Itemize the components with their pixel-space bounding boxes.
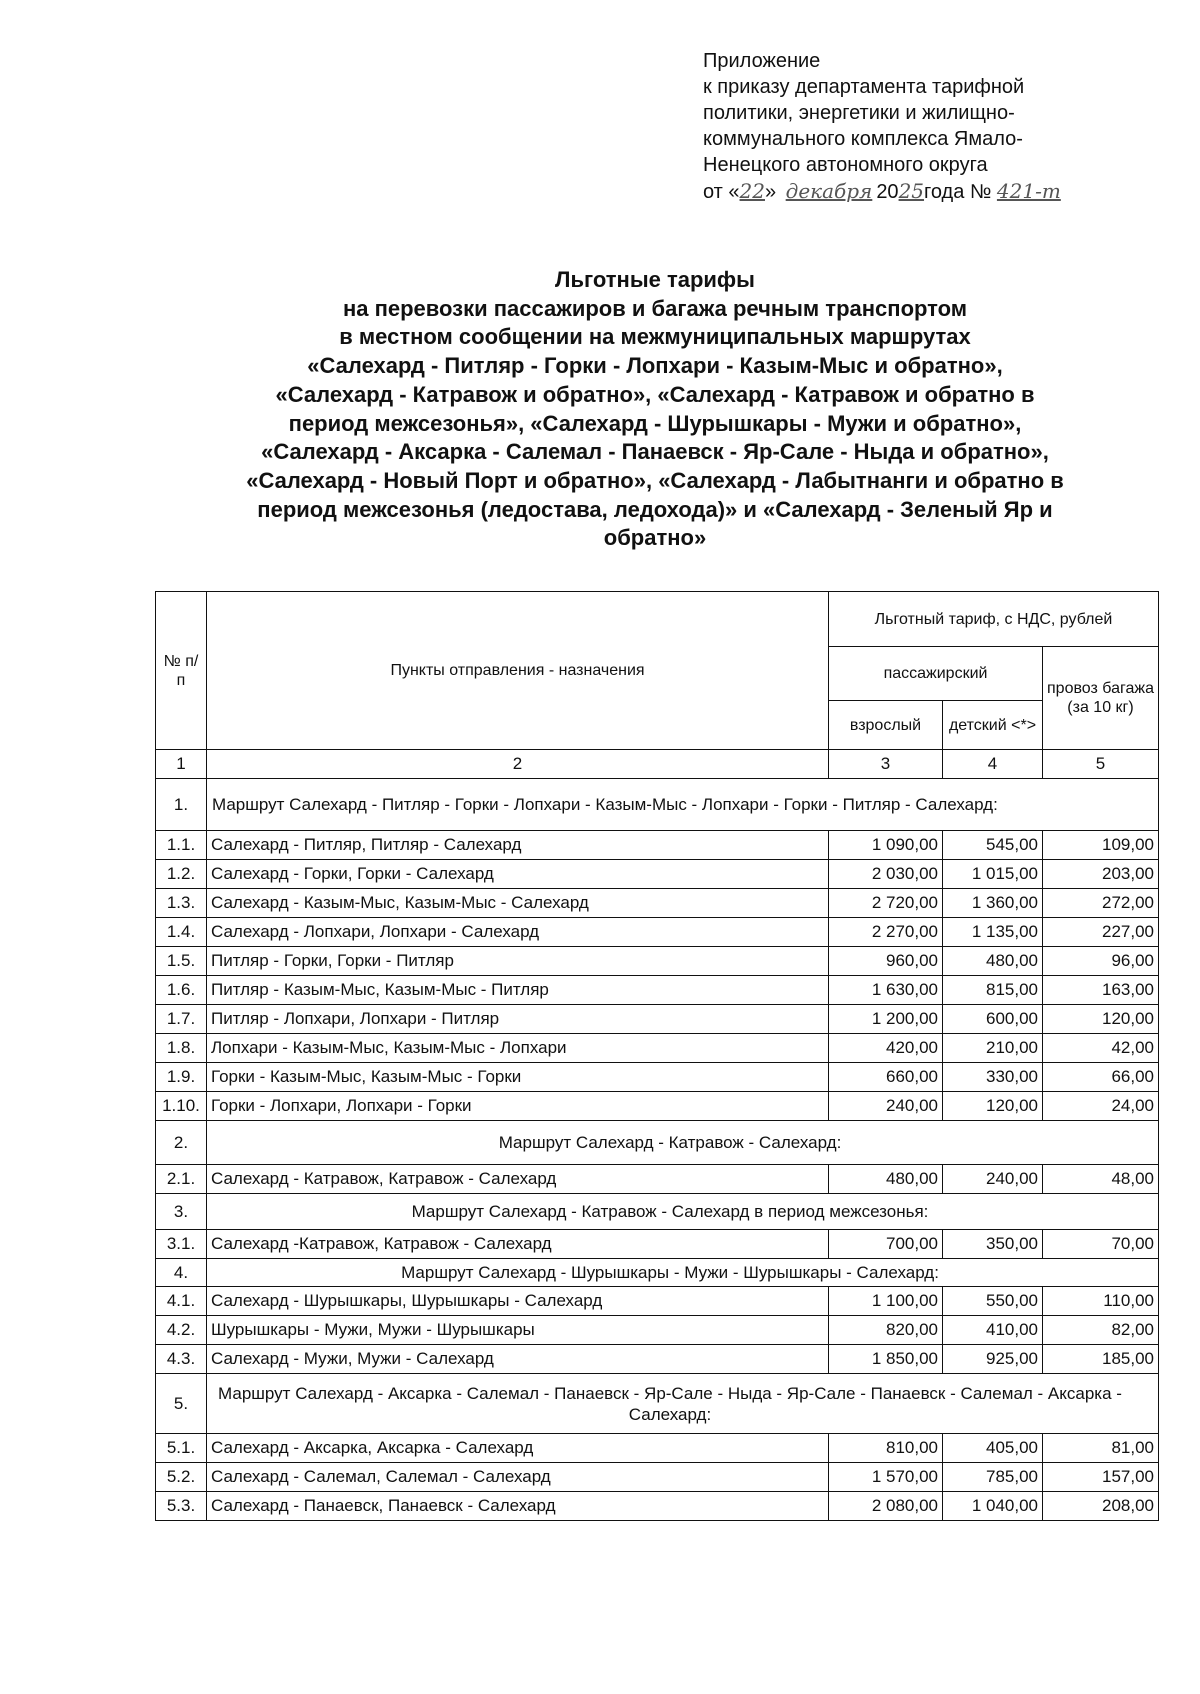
handwritten-order-number: 421-т <box>996 179 1061 203</box>
adult-fare-cell: 1 100,00 <box>829 1287 943 1316</box>
route-cell: Салехард - Питляр, Питляр - Салехард <box>207 831 829 860</box>
route-cell: Питляр - Горки, Горки - Питляр <box>207 947 829 976</box>
baggage-fare-cell: 208,00 <box>1043 1492 1159 1521</box>
row-number: 1.7. <box>156 1005 207 1034</box>
row-number: 5.3. <box>156 1492 207 1521</box>
handwritten-month: декабря <box>785 179 873 203</box>
child-fare-cell: 410,00 <box>943 1316 1043 1345</box>
child-fare-cell: 925,00 <box>943 1345 1043 1374</box>
order-date-line <box>703 178 1061 205</box>
child-fare-cell: 350,00 <box>943 1230 1043 1259</box>
route-cell: Шурышкары - Мужи, Мужи - Шурышкары <box>207 1316 829 1345</box>
baggage-fare-cell: 66,00 <box>1043 1063 1159 1092</box>
table-row <box>156 1005 1159 1034</box>
title-line: в местном сообщении на межмуниципальных маршрутах <box>339 324 971 350</box>
table-row <box>156 1063 1159 1092</box>
appendix-line: политики, энергетики и жилищно- <box>703 102 1015 124</box>
table-row <box>156 860 1159 889</box>
row-number: 5.1. <box>156 1434 207 1463</box>
table-row <box>156 1434 1159 1463</box>
route-cell: Горки - Лопхари, Лопхари - Горки <box>207 1092 829 1121</box>
route-cell: Салехард - Казым-Мыс, Казым-Мыс - Салехард <box>207 889 829 918</box>
document-title <box>150 266 1160 553</box>
table-row <box>156 1034 1159 1063</box>
row-number: 3.1. <box>156 1230 207 1259</box>
baggage-fare-cell: 70,00 <box>1043 1230 1159 1259</box>
adult-fare-cell: 960,00 <box>829 947 943 976</box>
row-number: 1.9. <box>156 1063 207 1092</box>
route-cell: Салехард - Шурышкары, Шурышкары - Салехард <box>207 1287 829 1316</box>
child-fare-cell: 240,00 <box>943 1165 1043 1194</box>
table-row <box>156 889 1159 918</box>
baggage-fare-cell: 120,00 <box>1043 1005 1159 1034</box>
row-number: 4.2. <box>156 1316 207 1345</box>
date-mid: » <box>764 181 777 203</box>
baggage-fare-cell: 42,00 <box>1043 1034 1159 1063</box>
section-number: 3. <box>156 1194 207 1230</box>
header-points: Пункты отправления - назначения <box>207 592 829 750</box>
row-number: 2.1. <box>156 1165 207 1194</box>
header-tariff: Льготный тариф, с НДС, рублей <box>829 592 1159 647</box>
route-cell: Лопхари - Казым-Мыс, Казым-Мыс - Лопхари <box>207 1034 829 1063</box>
table-row <box>156 1165 1159 1194</box>
table-row <box>156 1287 1159 1316</box>
title-line: период межсезонья (ледостава, ледохода)» и «Салехард - Зеленый Яр и <box>257 496 1053 522</box>
baggage-fare-cell: 82,00 <box>1043 1316 1159 1345</box>
adult-fare-cell: 480,00 <box>829 1165 943 1194</box>
header-adult: взрослый <box>829 701 943 750</box>
table-row <box>156 1492 1159 1521</box>
title-line: обратно» <box>603 525 707 551</box>
route-cell: Салехард - Мужи, Мужи - Салехард <box>207 1345 829 1374</box>
row-number: 1.5. <box>156 947 207 976</box>
row-number: 4.1. <box>156 1287 207 1316</box>
baggage-fare-cell: 157,00 <box>1043 1463 1159 1492</box>
col-number: 1 <box>156 750 207 779</box>
title-line: «Салехард - Питляр - Горки - Лопхари - Казым-Мыс и обратно», <box>307 353 1003 379</box>
route-cell: Салехард - Горки, Горки - Салехард <box>207 860 829 889</box>
route-cell: Питляр - Лопхари, Лопхари - Питляр <box>207 1005 829 1034</box>
header-child: детский <*> <box>943 701 1043 750</box>
row-number: 5.2. <box>156 1463 207 1492</box>
row-number: 4.3. <box>156 1345 207 1374</box>
section-number: 4. <box>156 1259 207 1287</box>
baggage-fare-cell: 96,00 <box>1043 947 1159 976</box>
adult-fare-cell: 1 630,00 <box>829 976 943 1005</box>
handwritten-day: 22 <box>739 179 765 203</box>
child-fare-cell: 815,00 <box>943 976 1043 1005</box>
row-number: 1.1. <box>156 831 207 860</box>
child-fare-cell: 330,00 <box>943 1063 1043 1092</box>
table-row <box>156 947 1159 976</box>
baggage-fare-cell: 109,00 <box>1043 831 1159 860</box>
section-number: 2. <box>156 1121 207 1165</box>
section-row <box>156 1374 1159 1434</box>
child-fare-cell: 1 015,00 <box>943 860 1043 889</box>
section-row <box>156 1259 1159 1287</box>
child-fare-cell: 120,00 <box>943 1092 1043 1121</box>
adult-fare-cell: 2 080,00 <box>829 1492 943 1521</box>
route-cell: Горки - Казым-Мыс, Казым-Мыс - Горки <box>207 1063 829 1092</box>
adult-fare-cell: 2 030,00 <box>829 860 943 889</box>
section-title: Маршрут Салехард - Катравож - Салехард в период межсезонья: <box>207 1194 1159 1230</box>
row-number: 1.6. <box>156 976 207 1005</box>
title-line: Льготные тарифы <box>555 267 755 292</box>
title-line: «Салехард - Катравож и обратно», «Салехард - Катравож и обратно в <box>275 381 1035 407</box>
section-title: Маршрут Салехард - Шурышкары - Мужи - Шурышкары - Салехард: <box>207 1259 1159 1287</box>
adult-fare-cell: 810,00 <box>829 1434 943 1463</box>
order-label: года № <box>924 181 992 203</box>
table-row <box>156 976 1159 1005</box>
title-line: на перевозки пассажиров и багажа речным транспортом <box>342 295 968 321</box>
baggage-fare-cell: 48,00 <box>1043 1165 1159 1194</box>
baggage-fare-cell: 81,00 <box>1043 1434 1159 1463</box>
child-fare-cell: 545,00 <box>943 831 1043 860</box>
table-row <box>156 918 1159 947</box>
child-fare-cell: 1 360,00 <box>943 889 1043 918</box>
child-fare-cell: 1 135,00 <box>943 918 1043 947</box>
table-row <box>156 1230 1159 1259</box>
child-fare-cell: 600,00 <box>943 1005 1043 1034</box>
header-baggage: провоз багажа (за 10 кг) <box>1043 647 1159 750</box>
baggage-fare-cell: 24,00 <box>1043 1092 1159 1121</box>
section-number: 5. <box>156 1374 207 1434</box>
section-number: 1. <box>156 779 207 831</box>
adult-fare-cell: 420,00 <box>829 1034 943 1063</box>
col-number: 3 <box>829 750 943 779</box>
baggage-fare-cell: 272,00 <box>1043 889 1159 918</box>
child-fare-cell: 550,00 <box>943 1287 1043 1316</box>
handwritten-year: 25 <box>898 179 925 203</box>
route-cell: Салехард - Панаевск, Панаевск - Салехард <box>207 1492 829 1521</box>
child-fare-cell: 210,00 <box>943 1034 1043 1063</box>
col-number: 4 <box>943 750 1043 779</box>
table-row <box>156 1345 1159 1374</box>
adult-fare-cell: 2 270,00 <box>829 918 943 947</box>
adult-fare-cell: 1 850,00 <box>829 1345 943 1374</box>
adult-fare-cell: 1 200,00 <box>829 1005 943 1034</box>
header-num: № п/п <box>156 592 207 750</box>
row-number: 1.2. <box>156 860 207 889</box>
table-row <box>156 1463 1159 1492</box>
col-number: 2 <box>207 750 829 779</box>
child-fare-cell: 1 040,00 <box>943 1492 1043 1521</box>
section-row <box>156 1194 1159 1230</box>
baggage-fare-cell: 110,00 <box>1043 1287 1159 1316</box>
appendix-line: Ненецкого автономного округа <box>703 154 988 176</box>
route-cell: Салехард - Аксарка, Аксарка - Салехард <box>207 1434 829 1463</box>
year-prefix: 20 <box>876 181 899 203</box>
adult-fare-cell: 2 720,00 <box>829 889 943 918</box>
col-number: 5 <box>1043 750 1159 779</box>
section-row <box>156 779 1159 831</box>
route-cell: Салехард -Катравож, Катравож - Салехард <box>207 1230 829 1259</box>
adult-fare-cell: 240,00 <box>829 1092 943 1121</box>
title-line: период межсезонья», «Салехард - Шурышкары - Мужи и обратно», <box>288 410 1022 436</box>
section-row <box>156 1121 1159 1165</box>
section-title: Маршрут Салехард - Питляр - Горки - Лопхари - Казым-Мыс - Лопхари - Горки - Питляр - Салехард: <box>207 779 1159 831</box>
row-number: 1.4. <box>156 918 207 947</box>
table-row <box>156 1092 1159 1121</box>
child-fare-cell: 785,00 <box>943 1463 1043 1492</box>
row-number: 1.3. <box>156 889 207 918</box>
appendix-line: Приложение <box>703 50 821 72</box>
table-row <box>156 1316 1159 1345</box>
route-cell: Салехард - Катравож, Катравож - Салехард <box>207 1165 829 1194</box>
child-fare-cell: 480,00 <box>943 947 1043 976</box>
header-passenger: пассажирский <box>829 647 1043 701</box>
route-cell: Питляр - Казым-Мыс, Казым-Мыс - Питляр <box>207 976 829 1005</box>
adult-fare-cell: 820,00 <box>829 1316 943 1345</box>
row-number: 1.8. <box>156 1034 207 1063</box>
section-title: Маршрут Салехард - Катравож - Салехард: <box>207 1121 1159 1165</box>
baggage-fare-cell: 163,00 <box>1043 976 1159 1005</box>
table-row <box>156 831 1159 860</box>
adult-fare-cell: 1 570,00 <box>829 1463 943 1492</box>
row-number: 1.10. <box>156 1092 207 1121</box>
section-title: Маршрут Салехард - Аксарка - Салемал - Панаевск - Яр-Сале - Ныда - Яр-Сале - Панаевск - Салемал - Аксарка - Салехард: <box>207 1374 1159 1434</box>
title-line: «Салехард - Аксарка - Салемал - Панаевск - Яр-Сале - Ныда и обратно», <box>261 439 1049 465</box>
route-cell: Салехард - Лопхари, Лопхари - Салехард <box>207 918 829 947</box>
child-fare-cell: 405,00 <box>943 1434 1043 1463</box>
baggage-fare-cell: 203,00 <box>1043 860 1159 889</box>
adult-fare-cell: 1 090,00 <box>829 831 943 860</box>
route-cell: Салехард - Салемал, Салемал - Салехард <box>207 1463 829 1492</box>
date-prefix: от « <box>703 181 740 203</box>
appendix-line: коммунального комплекса Ямало- <box>703 128 1023 150</box>
tariff-table <box>155 591 1159 1521</box>
adult-fare-cell: 700,00 <box>829 1230 943 1259</box>
baggage-fare-cell: 185,00 <box>1043 1345 1159 1374</box>
adult-fare-cell: 660,00 <box>829 1063 943 1092</box>
appendix-header <box>703 48 1061 205</box>
baggage-fare-cell: 227,00 <box>1043 918 1159 947</box>
title-line: «Салехард - Новый Порт и обратно», «Салехард - Лабытнанги и обратно в <box>246 467 1064 493</box>
appendix-line: к приказу департамента тарифной <box>703 76 1025 98</box>
